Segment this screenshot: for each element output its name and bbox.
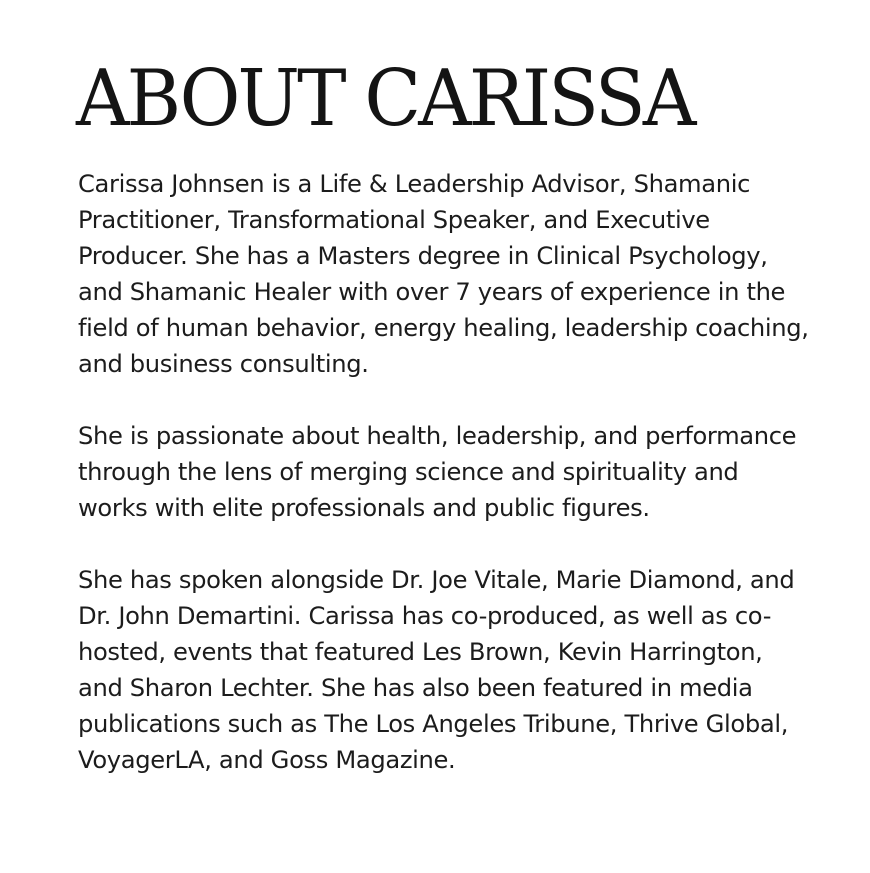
bio-text xyxy=(78,166,813,778)
page-title: ABOUT CARISSA xyxy=(76,54,694,144)
bio-paragraph-passion: She is passionate about health, leadership, and performance through the lens of merging science and spirituality and works with elite professionals and public figures. xyxy=(78,422,797,522)
bio-paragraph-intro: Carissa Johnsen is a Life & Leadership Advisor, Shamanic Practitioner, Transformational Speaker, and Executive Producer. She has a Masters degree in Clinical Psychology, and Shamanic Healer with over 7 years of experience in the field of human behavior, energy healing, leadership coaching, and business consulting. xyxy=(78,170,809,378)
bio-paragraph-features: She has spoken alongside Dr. Joe Vitale, Marie Diamond, and Dr. John Demartini. Carissa has co-produced, as well as co-hosted, events that featured Les Brown, Kevin Harrington, and Sharon Lechter. She has also been featured in media publications such as The Los Angeles Tribune, Thrive Global, VoyagerLA, and Goss Magazine. xyxy=(78,566,795,774)
